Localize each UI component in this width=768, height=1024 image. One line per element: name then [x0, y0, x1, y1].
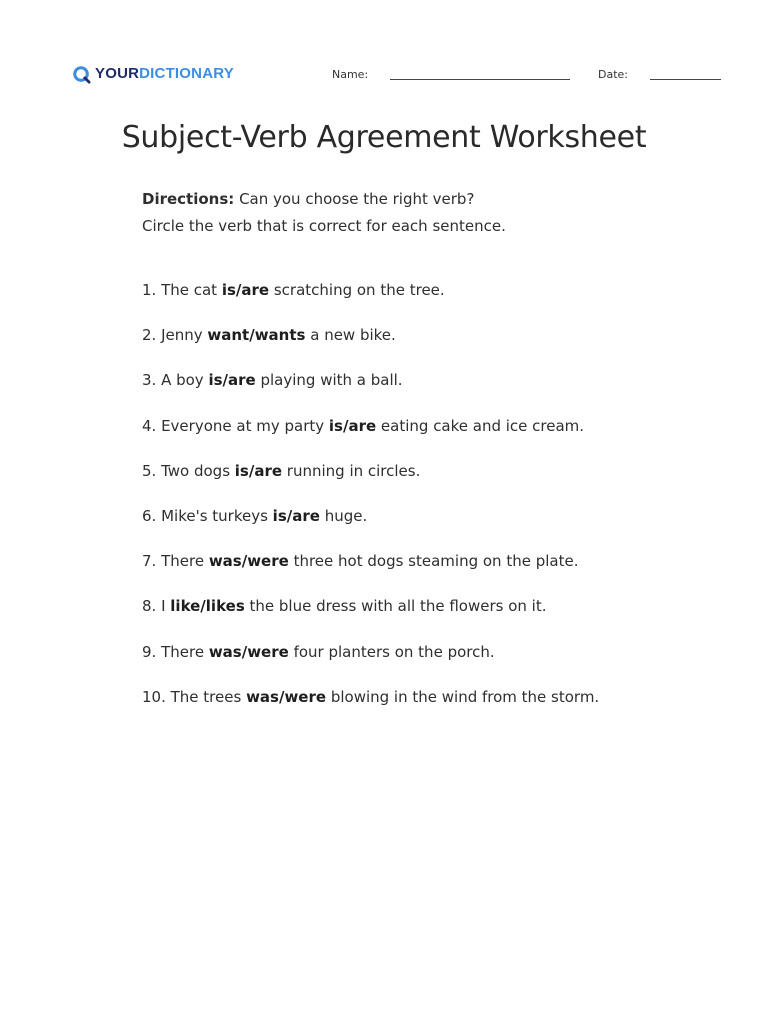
sentence-suffix: four planters on the porch.	[288, 642, 495, 661]
page-title: Subject-Verb Agreement Worksheet	[121, 120, 647, 155]
sentence-prefix: 3. A boy	[142, 371, 209, 390]
name-field[interactable]	[390, 79, 570, 80]
sentence-prefix: 10. The trees	[142, 687, 247, 706]
logo-text-dictionary: DICTIONARY	[139, 65, 234, 82]
logo-text	[95, 62, 234, 86]
sentence-list	[142, 276, 742, 728]
verb-choice[interactable]: was/were	[208, 552, 289, 571]
verb-choice[interactable]: was/were	[208, 642, 289, 661]
sentence-item	[142, 683, 742, 728]
sentence-prefix: 4. Everyone at my party	[142, 416, 329, 435]
sentence-item	[142, 592, 742, 637]
sentence-prefix: 5. Two dogs	[142, 461, 235, 480]
directions-text-1: Can you choose the right verb?	[239, 190, 475, 208]
worksheet-header	[72, 62, 732, 86]
sentence-suffix: the blue dress with all the flowers on it.	[244, 597, 547, 616]
yourdictionary-logo-icon	[72, 65, 91, 84]
sentence-item	[142, 276, 742, 321]
logo-text-your: YOUR	[95, 65, 140, 82]
directions	[142, 186, 702, 240]
sentence-item	[142, 547, 742, 592]
directions-text-2: Circle the verb that is correct for each sentence.	[142, 217, 506, 235]
sentence-item	[142, 366, 742, 411]
sentence-prefix: 6. Mike's turkeys	[142, 506, 273, 525]
sentence-item	[142, 638, 742, 683]
sentence-prefix: 2. Jenny	[142, 326, 208, 345]
verb-choice[interactable]: is/are	[208, 371, 256, 390]
verb-choice[interactable]: is/are	[221, 281, 270, 299]
sentence-prefix: 8. I	[142, 597, 171, 616]
sentence-item	[142, 412, 742, 457]
verb-choice[interactable]: like/likes	[170, 597, 245, 616]
date-label: Date:	[598, 68, 628, 81]
sentence-suffix: scratching on the tree.	[269, 281, 445, 299]
sentence-suffix: a new bike.	[305, 326, 396, 345]
date-field[interactable]	[650, 79, 721, 80]
sentence-suffix: three hot dogs steaming on the plate.	[288, 552, 579, 571]
verb-choice[interactable]: was/were	[246, 687, 327, 706]
verb-choice[interactable]: is/are	[272, 506, 320, 525]
sentence-item	[142, 457, 742, 502]
verb-choice[interactable]: want/wants	[207, 326, 306, 345]
sentence-item	[142, 502, 742, 547]
directions-line-1	[142, 186, 702, 213]
name-label: Name:	[332, 68, 369, 81]
verb-choice[interactable]: is/are	[328, 416, 377, 435]
sentence-suffix: blowing in the wind from the storm.	[326, 687, 600, 706]
verb-choice[interactable]: is/are	[234, 461, 283, 480]
sentence-suffix: running in circles.	[282, 461, 421, 480]
sentence-prefix: 9. There	[142, 642, 209, 661]
sentence-suffix: eating cake and ice cream.	[376, 416, 585, 435]
directions-label: Directions:	[142, 190, 235, 208]
yourdictionary-logo[interactable]	[72, 62, 234, 86]
sentence-prefix: 1. The cat	[142, 281, 222, 299]
sentence-suffix: playing with a ball.	[255, 371, 403, 390]
sentence-prefix: 7. There	[142, 552, 209, 571]
sentence-suffix: huge.	[319, 506, 368, 525]
sentence-item	[142, 321, 742, 366]
